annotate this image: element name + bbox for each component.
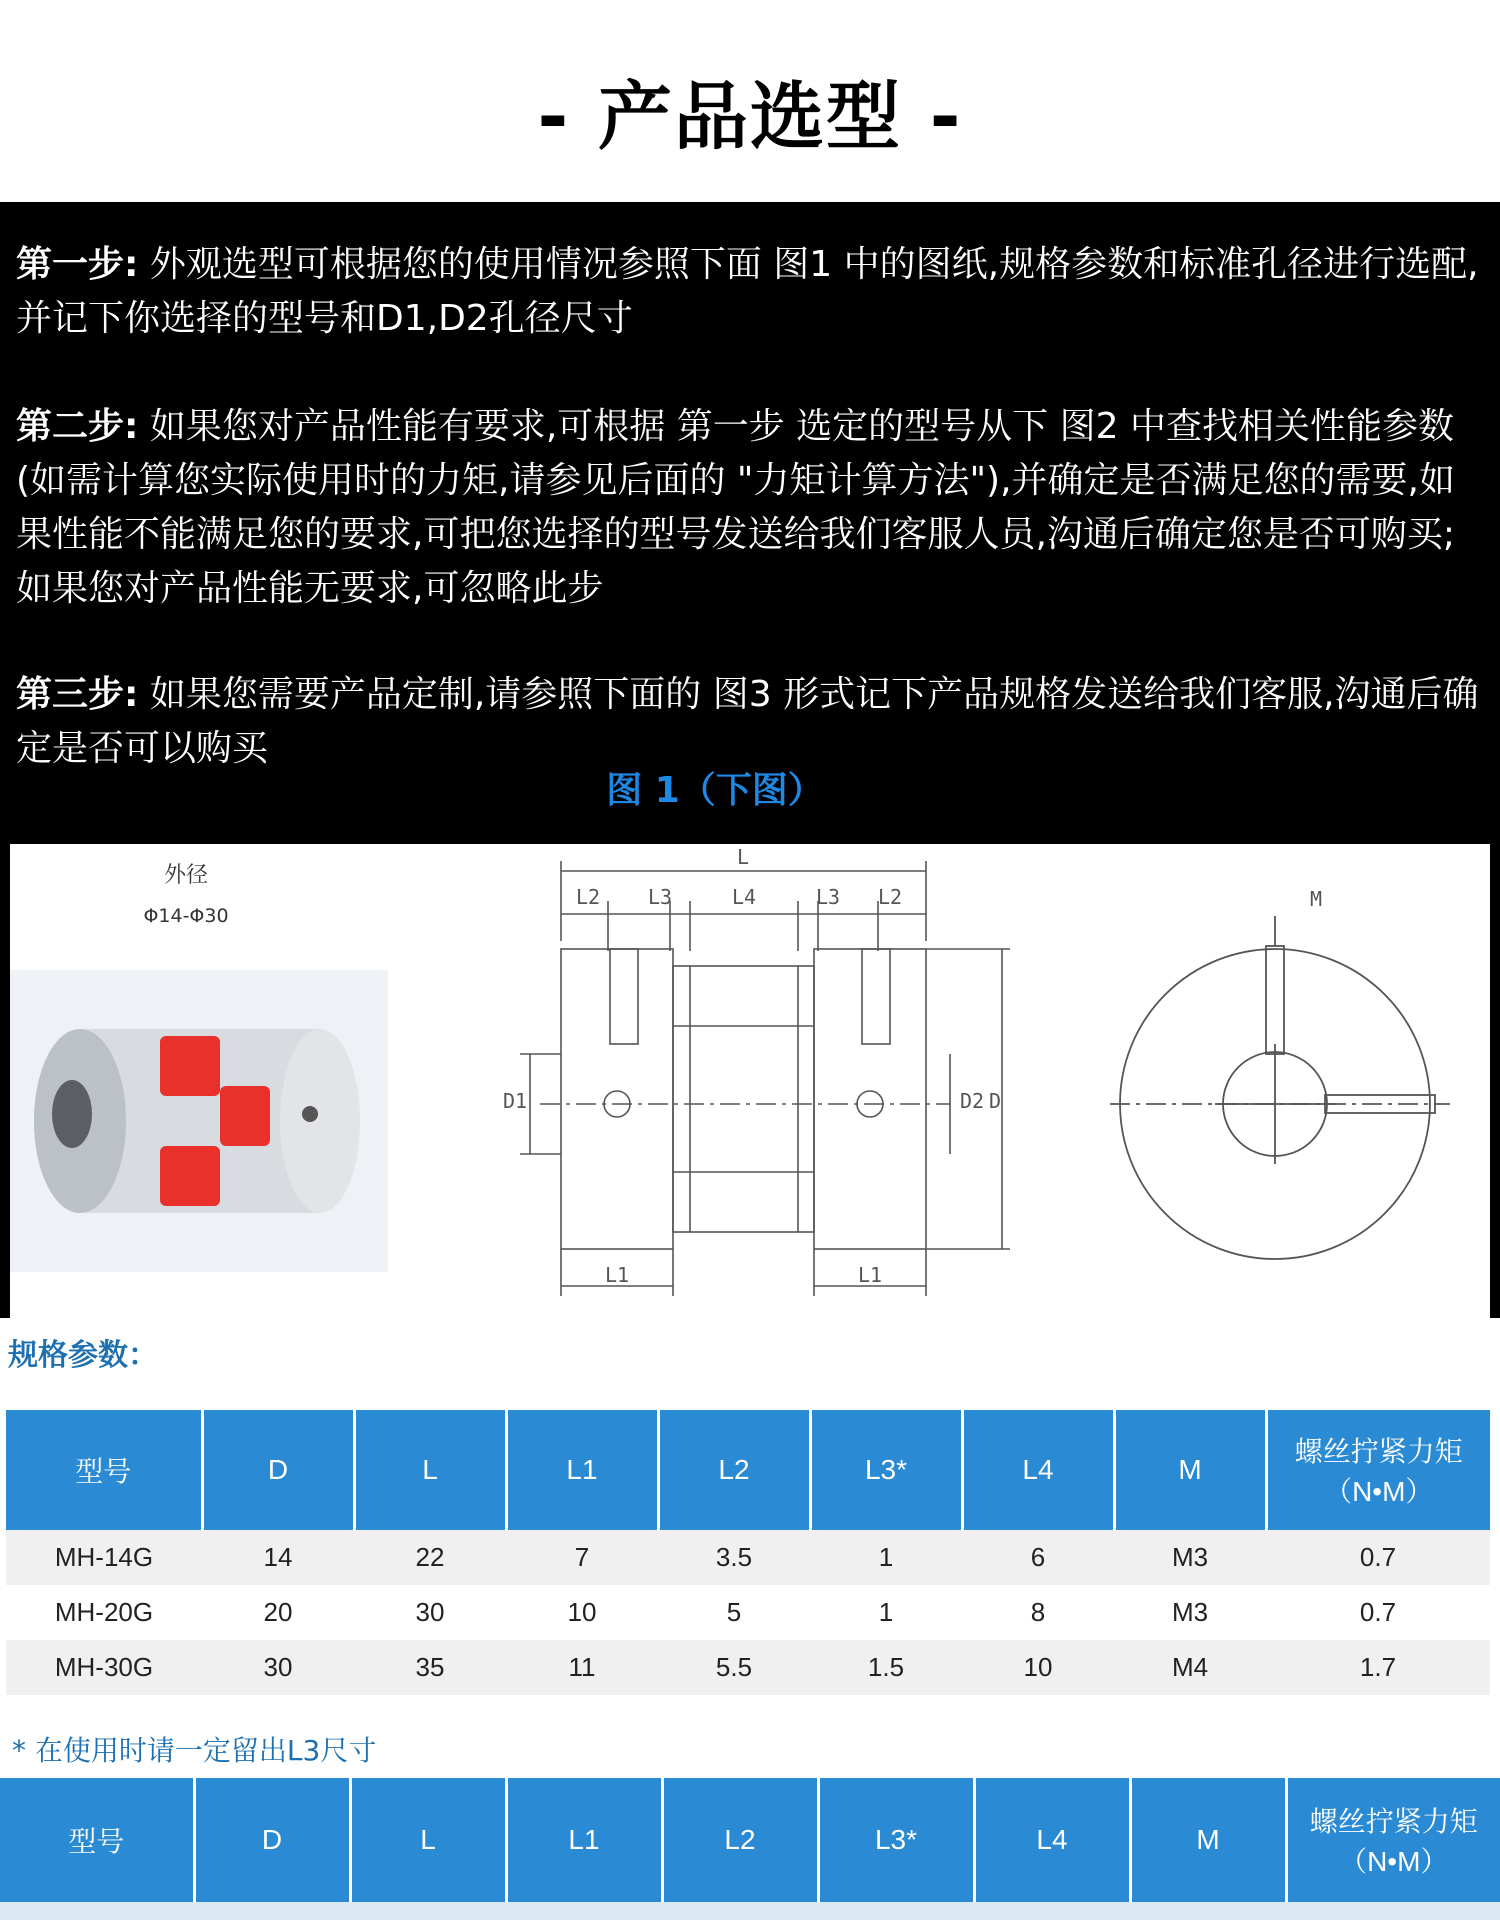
step-one — [16, 238, 1486, 346]
cell: 14 — [202, 1530, 354, 1585]
cell: 10 — [962, 1640, 1114, 1695]
col-l1: L1 — [506, 1410, 658, 1530]
spec-title: 规格参数： — [8, 1338, 158, 1373]
cell: 5 — [658, 1585, 810, 1640]
side-view — [520, 861, 1010, 1296]
end-view — [1110, 916, 1450, 1259]
col-l2: L2 — [658, 1410, 810, 1530]
dim-l2-left: L2 — [575, 885, 601, 909]
page-title: - 产品选型 - — [537, 74, 963, 160]
step-text: 外观选型可根据您的使用情况参照下面 图1 中的图纸,规格参数和标准孔径进行选配,并记下你选择的型号和D1,D2孔径尺寸 — [16, 244, 1479, 339]
cell: 30 — [202, 1640, 354, 1695]
col-l2: L2 — [662, 1778, 818, 1902]
cell: 6 — [962, 1530, 1114, 1585]
step-label: 第二步: — [16, 406, 139, 447]
cell: MH-14G — [6, 1530, 202, 1585]
col-d: D — [194, 1778, 350, 1902]
dim-d2: D2 — [959, 1089, 985, 1113]
col-torque-label: 螺丝拧紧力矩 — [1309, 1806, 1478, 1837]
outer-dia-label: 外径 — [163, 863, 209, 888]
table-row — [6, 1530, 1490, 1585]
step-text: 如果您需要产品定制,请参照下面的 图3 形式记下产品规格发送给我们客服,沟通后确定是否可以购买 — [16, 674, 1479, 769]
cell: 1 — [810, 1585, 962, 1640]
dim-l4: L4 — [731, 885, 757, 909]
drawing-svg — [10, 846, 1490, 1316]
cell: 0.7 — [1266, 1585, 1490, 1640]
dim-l: L — [736, 846, 750, 869]
step-label: 第三步: — [16, 674, 139, 715]
l3-note: * 在使用时请一定留出L3尺寸 — [12, 1734, 377, 1767]
col-l: L — [354, 1410, 506, 1530]
drawing-frame-right — [1490, 844, 1500, 1318]
step-three — [16, 668, 1486, 776]
spec-section — [0, 1318, 1500, 1920]
coupling-photo — [34, 1029, 360, 1213]
col-model: 型号 — [6, 1410, 202, 1530]
dim-d1: D1 — [502, 1089, 528, 1113]
partial-row — [0, 1902, 1500, 1920]
cell: MH-20G — [6, 1585, 202, 1640]
cell: 11 — [506, 1640, 658, 1695]
step-label: 第一步: — [16, 244, 139, 285]
spec-table — [6, 1410, 1490, 1695]
cell: 5.5 — [658, 1640, 810, 1695]
cell: 8 — [962, 1585, 1114, 1640]
col-l4: L4 — [962, 1410, 1114, 1530]
col-torque-unit: （N•M） — [1339, 1846, 1449, 1877]
cell: 7 — [506, 1530, 658, 1585]
dim-d: D — [988, 1089, 1002, 1113]
cell: 35 — [354, 1640, 506, 1695]
cell: M4 — [1114, 1640, 1266, 1695]
cell: 1.7 — [1266, 1640, 1490, 1695]
col-l3: L3* — [810, 1410, 962, 1530]
cell: 1.5 — [810, 1640, 962, 1695]
table-row-partial — [0, 1902, 1500, 1920]
dim-l1-left: L1 — [604, 1263, 630, 1287]
col-l1: L1 — [506, 1778, 662, 1902]
cell: M3 — [1114, 1530, 1266, 1585]
col-l3: L3* — [818, 1778, 974, 1902]
col-torque-unit: （N•M） — [1324, 1476, 1434, 1507]
title-area — [0, 0, 1500, 202]
table-row — [6, 1585, 1490, 1640]
spec-header-row-2 — [0, 1778, 1500, 1902]
dim-l2-right: L2 — [877, 885, 903, 909]
spec-table-2 — [0, 1778, 1500, 1920]
figure-label: 图 1（下图） — [606, 770, 824, 811]
cell: 10 — [506, 1585, 658, 1640]
cell: 0.7 — [1266, 1530, 1490, 1585]
col-torque — [1286, 1778, 1500, 1902]
dim-l3-left: L3 — [647, 885, 673, 909]
step-two — [16, 400, 1486, 616]
dim-m: M — [1309, 887, 1323, 911]
drawing-frame-left — [0, 844, 10, 1318]
cell: 30 — [354, 1585, 506, 1640]
table-row — [6, 1640, 1490, 1695]
cell: 20 — [202, 1585, 354, 1640]
col-l4: L4 — [974, 1778, 1130, 1902]
cell: 1 — [810, 1530, 962, 1585]
col-torque-label: 螺丝拧紧力矩 — [1294, 1436, 1463, 1467]
dim-l3-right: L3 — [815, 885, 841, 909]
outer-dia-range: Φ14-Φ30 — [143, 905, 229, 927]
cell: MH-30G — [6, 1640, 202, 1695]
col-m: M — [1130, 1778, 1286, 1902]
col-model: 型号 — [0, 1778, 194, 1902]
cell: 3.5 — [658, 1530, 810, 1585]
col-d: D — [202, 1410, 354, 1530]
spec-header-row — [6, 1410, 1490, 1530]
col-l: L — [350, 1778, 506, 1902]
col-torque — [1266, 1410, 1490, 1530]
col-m: M — [1114, 1410, 1266, 1530]
cell: 22 — [354, 1530, 506, 1585]
steps-panel — [0, 202, 1500, 844]
cell: M3 — [1114, 1585, 1266, 1640]
step-text: 如果您对产品性能有要求,可根据 第一步 选定的型号从下 图2 中查找相关性能参数(如需计算您实际使用时的力矩,请参见后面的 "力矩计算方法"),并确定是否满足您的需要,如果性能不能满足您的要求,可把您选择的型号发送给我们客服人员,沟通后确定您是否可购买;如果您对产品性能无要求,可忽略此步 — [16, 406, 1456, 609]
coupling-drawing — [10, 846, 1490, 1316]
dim-l1-right: L1 — [857, 1263, 883, 1287]
dim-labels — [503, 846, 1322, 1287]
